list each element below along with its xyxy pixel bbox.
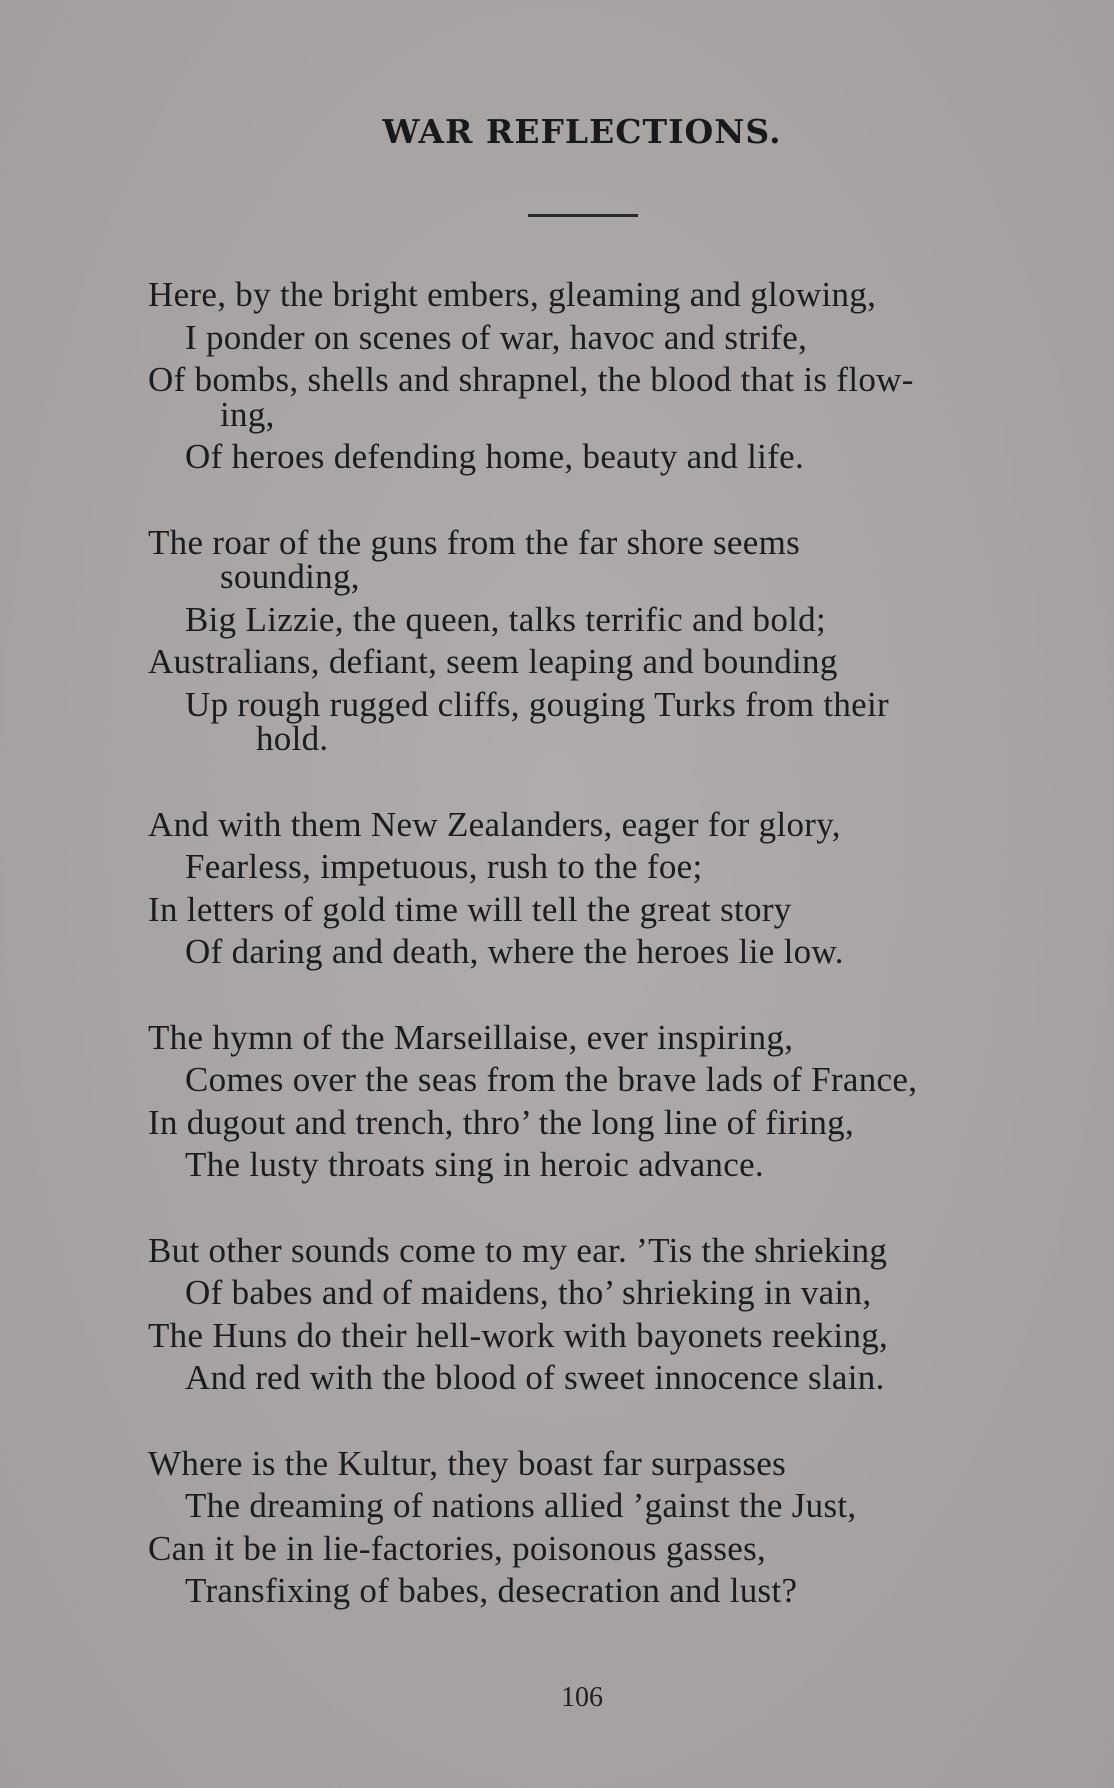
- poem-line: Where is the Kultur, they boast far surpasses: [148, 1443, 787, 1483]
- poem-line: In dugout and trench, thro’ the long line of firing,: [148, 1102, 855, 1142]
- poem-line: In letters of gold time will tell the great story: [148, 889, 792, 929]
- stanza: [148, 1443, 1028, 1613]
- poem-body: [148, 274, 1028, 1656]
- poem-line-continuation: sounding,: [220, 557, 360, 596]
- poem-line: Of babes and of maidens, tho’ shrieking in vain,: [185, 1273, 872, 1312]
- stanza: [148, 1017, 1028, 1187]
- stanza: [148, 522, 1028, 761]
- poem-line: The Huns do their hell-work with bayonets reeking,: [148, 1315, 889, 1355]
- poem-line: Transfixing of babes, desecration and lust?: [185, 1571, 798, 1610]
- poem-line: Can it be in lie-factories, poisonous gasses,: [148, 1528, 767, 1568]
- poem-line: The dreaming of nations allied ’gainst the Just,: [185, 1486, 857, 1525]
- poem-line: I ponder on scenes of war, havoc and strife,: [185, 317, 808, 357]
- poem-line: Of bombs, shells and shrapnel, the blood that is flow-: [148, 360, 914, 399]
- poem-line: Comes over the seas from the brave lads of France,: [185, 1060, 918, 1099]
- page-title: WAR REFLECTIONS.: [382, 112, 782, 151]
- poem-line: The lusty throats sing in heroic advance.: [185, 1145, 764, 1184]
- stanza: [148, 804, 1028, 974]
- poem-line: Up rough rugged cliffs, gouging Turks from their: [185, 684, 889, 724]
- poem-line: And with them New Zealanders, eager for glory,: [148, 804, 841, 844]
- poem-line: And red with the blood of sweet innocence slain.: [185, 1358, 885, 1397]
- page-number: 106: [561, 1682, 603, 1713]
- poem-line: The roar of the guns from the far shore seems: [148, 522, 801, 562]
- poem-line: Fearless, impetuous, rush to the foe;: [185, 847, 703, 886]
- poem-line: Australians, defiant, seem leaping and bounding: [148, 642, 838, 681]
- poem-line-continuation: ing,: [220, 394, 275, 434]
- poem-line: Here, by the bright embers, gleaming and glowing,: [148, 275, 877, 314]
- stanza: [148, 274, 1028, 479]
- poem-line-continuation: hold.: [256, 719, 329, 758]
- title-divider: [528, 214, 638, 217]
- poem-line: Big Lizzie, the queen, talks terrific and bold;: [185, 599, 826, 639]
- stanza: [148, 1230, 1028, 1400]
- poem-line: Of heroes defending home, beauty and life.: [185, 437, 805, 476]
- poem-line: The hymn of the Marseillaise, ever inspiring,: [148, 1017, 794, 1057]
- poem-line: Of daring and death, where the heroes lie low.: [185, 932, 844, 971]
- poem-line: But other sounds come to my ear. ’Tis the shrieking: [148, 1230, 888, 1270]
